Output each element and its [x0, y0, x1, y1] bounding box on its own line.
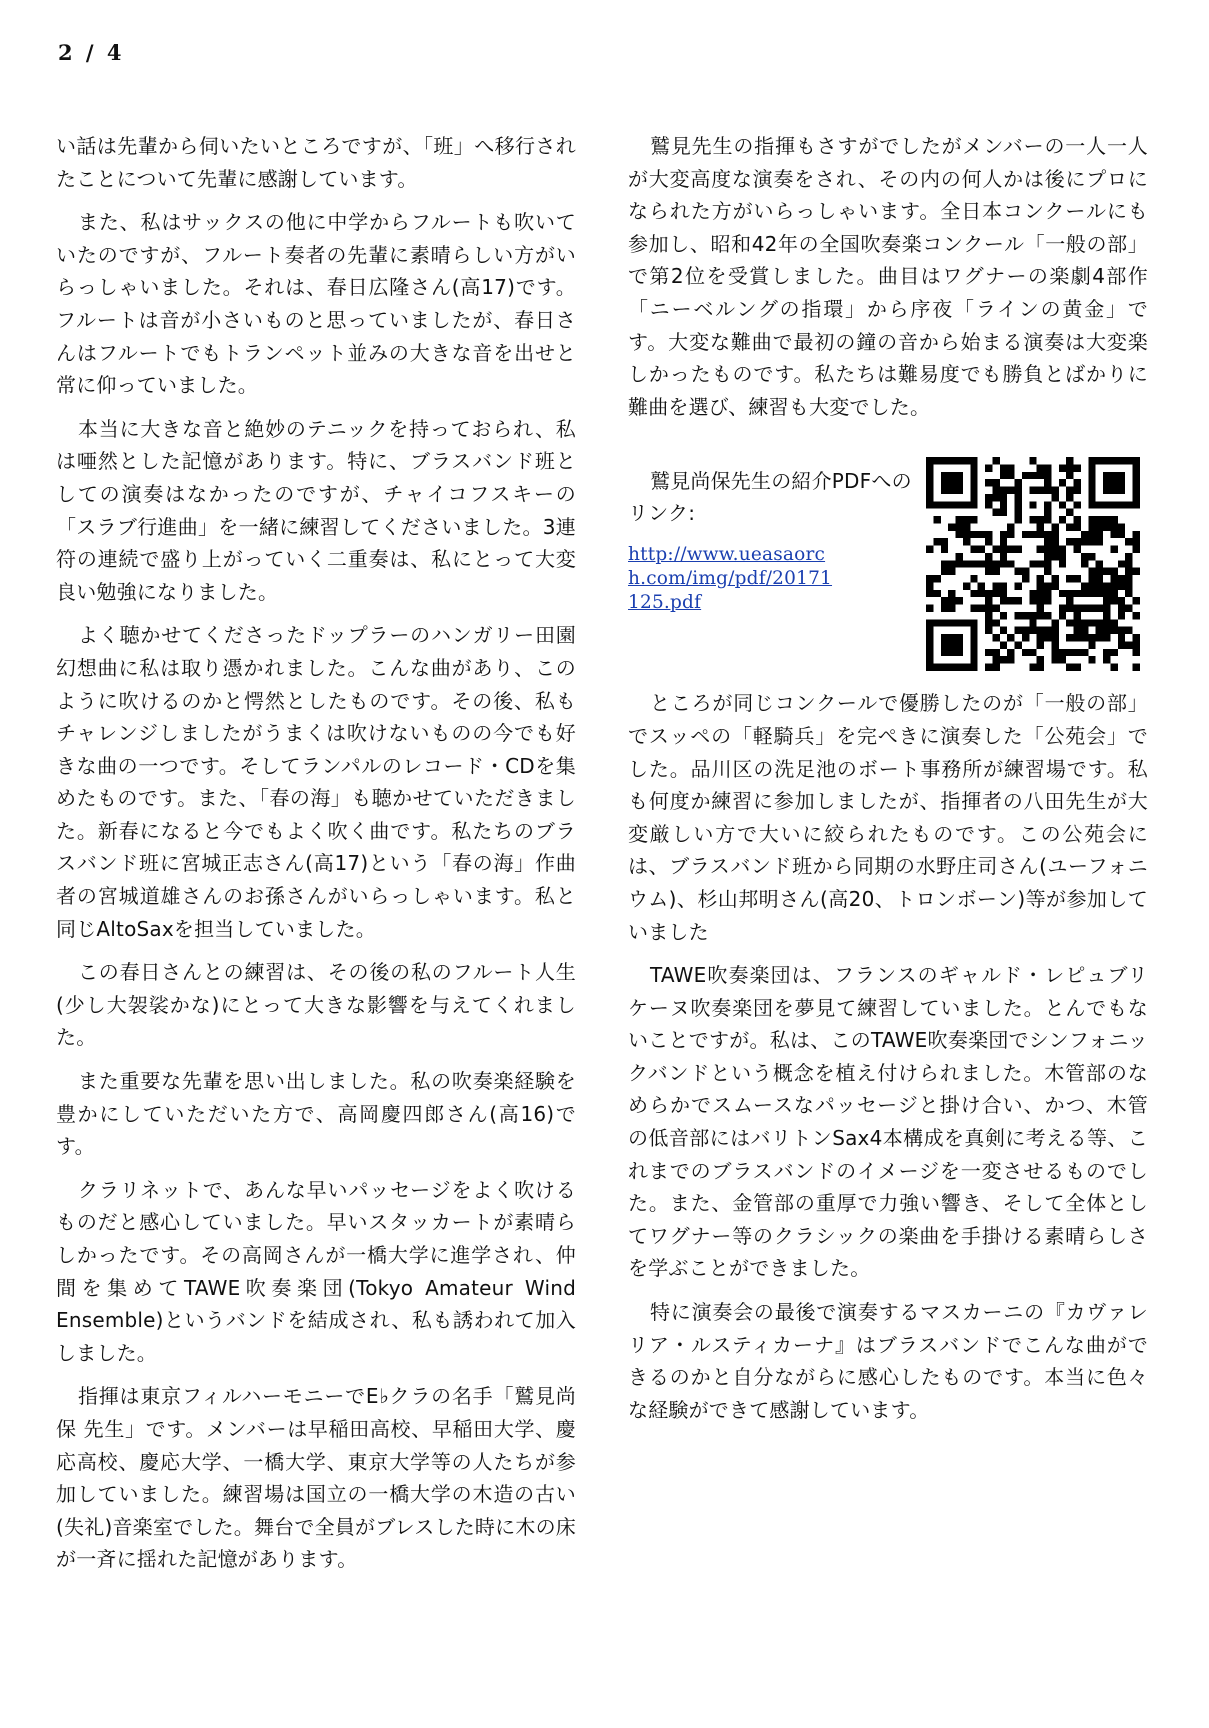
page-number: 2 / 4	[58, 40, 125, 65]
paragraph: また重要な先輩を思い出しました。私の吹奏楽経験を豊かにしていただいた方で、高岡慶四郎さん(高16)です。	[56, 1069, 576, 1159]
paragraph: 指揮は東京フィルハーモニーでE♭クラの名手「鷲見尚保 先生」です。メンバーは早稲田高校、早稲田大学、慶応高校、慶応大学、一橋大学、東京大学等の人たちが参加していました。練習場は国立の一橋大学の木造の古い(失礼)音楽室でした。舞台で全員がブレスした時に木の床が一斉に揺れた記憶があります。	[56, 1384, 576, 1572]
paragraph: クラリネットで、あんな早いパッセージをよく吹けるものだと感心していました。早いスタッカートが素晴らしかったです。その高岡さんが一橋大学に進学され、仲間を集めてTAWE吹奏楽団(Tokyo Amateur Wind Ensemble)というバンドを結成され、私も誘われて加入しました。	[56, 1177, 576, 1365]
pdf-link-block	[628, 457, 1148, 681]
paragraph: よく聴かせてくださったドップラーのハンガリー田園幻想曲に私は取り憑かれました。こんな曲があり、このように吹けるのかと愕然としたものです。その後、私もチャレンジしましたがうまくは吹けないものの今でも好きな曲の一つです。そしてランパルのレコード・CDを集めたものです。また、「春の海」も聴かせていただきました。新春になると今でもよく吹く曲です。私たちのブラスバンド班に宮城正志さん(高17)という「春の海」作曲者の宮城道雄さんのお孫さんがいらっしゃいます。私と同じAltoSaxを担当していました。	[56, 623, 576, 941]
paragraph: この春日さんとの練習は、その後の私のフルート人生(少し大袈裟かな)にとって大きな影響を与えてくれました。	[56, 960, 576, 1050]
paragraph: 鷲見先生の指揮もさすがでしたがメンバーの一人一人が大変高度な演奏をされ、その内の何人かは後にプロになられた方がいらっしゃいます。全日本コンクールにも参加し、昭和42年の全国吹奏楽コンクール「一般の部」で第2位を受賞しました。曲目はワグナーの楽劇4部作「ニーベルングの指環」から序夜「ラインの黄金」です。大変な難曲で最初の鐘の音から始まる演奏は大変楽しかったものです。私たちは難易度でも勝負とばかりに難曲を選び、練習も大変でした。	[628, 134, 1148, 419]
paragraph: TAWE吹奏楽団は、フランスのギャルド・レピュブリケーヌ吹奏楽団を夢見て練習していました。とんでもないことですが。私は、このTAWE吹奏楽団でシンフォニックバンドという概念を植え付けられました。木管部のなめらかでスムースなパッセージと掛け合い、かつ、木管の低音部にはバリトンSax4本構成を真剣に考える等、これまでのブラスバンドのイメージを一変させるものでした。また、金管部の重厚で力強い響き、そして全体としてワグナー等のクラシックの楽曲を手掛ける素晴らしさを学ぶことができました。	[628, 963, 1148, 1281]
paragraph: 本当に大きな音と絶妙のテニックを持っておられ、私は唖然とした記憶があります。特に、ブラスバンド班としての演奏はなかったのですが、チャイコフスキーの「スラブ行進曲」を一緒に練習してくださいました。3連符の連続で盛り上がっていく二重奏は、私にとって大変良い勉強になりました。	[56, 416, 576, 604]
link-intro: 鷲見尚保先生の紹介PDFへのリンク:	[628, 469, 912, 526]
qr-code-icon	[926, 457, 1140, 671]
paragraph: い話は先輩から伺いたいところですが、「班」へ移行されたことについて先輩に感謝しています。	[56, 134, 576, 191]
paragraph: また、私はサックスの他に中学からフルートも吹いていたのですが、フルート奏者の先輩に素晴らしい方がいらっしゃいました。それは、春日広隆さん(高17)です。フルートは音が小さいものと思っていましたが、春日さんはフルートでもトランペット並みの大きな音を出せと常に仰っていました。	[56, 210, 576, 398]
paragraph: ところが同じコンクールで優勝したのが「一般の部」でスッペの「軽騎兵」を完ぺきに演奏した「公苑会」でした。品川区の洗足池のボート事務所が練習場です。私も何度か練習に参加しましたが、指揮者の八田先生が大変厳しい方で大いに絞られたものです。この公苑会には、ブラスバンド班から同期の水野庄司さん(ユーフォニウム)、杉山邦明さん(高20、トロンボーン)等が参加していました	[628, 691, 1148, 944]
paragraph: 特に演奏会の最後で演奏するマスカーニの『カヴァレリア・ルスティカーナ』はブラスバンドでこんな曲ができるのかと自分ながらに感心したものです。本当に色々な経験ができて感謝しています。	[628, 1300, 1148, 1422]
link-caption	[628, 465, 918, 529]
pdf-link[interactable]: http://www.ueasaorch.com/img/pdf/20171125.pdf	[628, 544, 833, 614]
right-column	[628, 130, 1148, 1437]
left-column	[56, 130, 576, 1587]
